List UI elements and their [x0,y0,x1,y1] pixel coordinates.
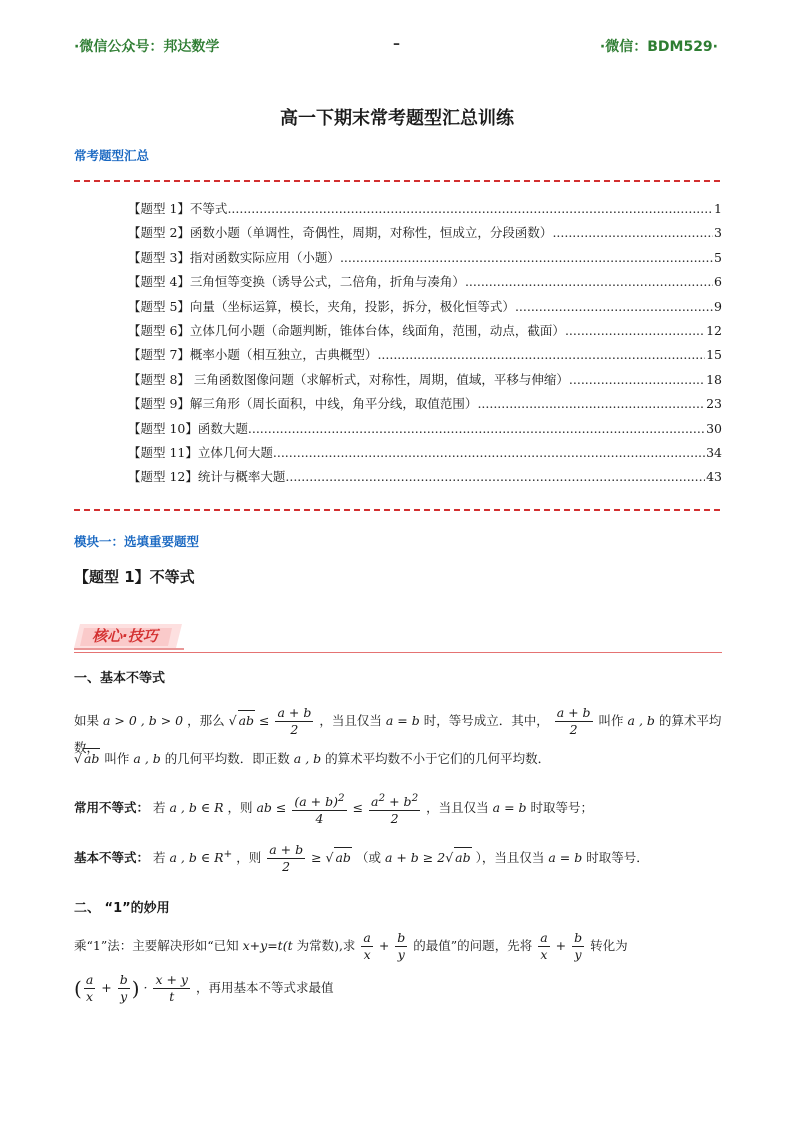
common-label: 常用不等式： [74,800,150,816]
text: 的最值”的问题，先将 [413,938,533,953]
toc-entry[interactable] [128,443,722,467]
type-heading: 【题型 1】不等式 [74,568,195,586]
math-superscript: + [223,847,233,860]
toc-entry-page: 18 [706,371,722,387]
text: 乘“1”法：主要解决形如“已知 [74,938,239,953]
toc-entry-label: 【题型 12】统计与概率大题 [128,469,286,485]
text: ），当且仅当 [475,850,545,865]
toc-leader [248,421,705,436]
math-ab: a , b [627,713,655,728]
header-left-text: ·微信公众号：邦达数学 [74,39,220,55]
toc-heading: 常考题型汇总 [74,148,150,163]
text: （或 [355,850,381,865]
text: 的算术平均数不小于它们的几何平均数． [325,751,551,766]
toc-entry-label: 【题型 1】不等式 [128,201,228,216]
toc-entry-page: 34 [706,444,722,460]
text: 的算术平均数， [74,713,722,755]
toc-entry-label: 【题型 10】函数大题 [128,420,248,436]
toc-entry-label: 【题型 7】概率小题（相互独立，古典概型） [128,347,378,363]
core-skills-badge [74,622,186,650]
toc-leader [285,469,705,484]
toc-entry[interactable] [128,272,722,296]
toc-entry-label: 【题型 3】指对函数实际应用（小题） [128,249,340,265]
toc-entry[interactable] [128,297,722,321]
toc-top-divider [74,180,720,182]
toc-entry-label: 【题型 2】函数小题（单调性，奇偶性，周期，对称性，恒成立，分段函数） [128,225,553,241]
toc-entry[interactable] [128,199,722,223]
math-sqrt: √ ab [74,751,100,766]
toc-entry-label: 【题型 6】立体几何小题（命题判断，锥体台体，线面角，范围，动点，截面） [128,322,565,338]
text: ，那么 [187,713,225,728]
text: ，再用基本不等式求最值 [195,980,334,995]
toc-entry-page: 30 [706,420,722,436]
toc-entry-page: 3 [714,225,722,241]
text: 转化为 [590,938,628,953]
toc-leader [515,299,713,314]
toc-entry-page: 5 [714,249,722,265]
toc-entry-label: 【题型 4】三角恒等变换（诱导公式，二倍角，折角与凑角） [128,274,465,290]
toc-entry-page: 12 [706,322,722,338]
toc-leader [340,250,713,265]
toc-entry[interactable] [128,394,722,418]
toc-entry[interactable] [128,370,722,394]
header-right-text: ·微信：BDM529· [599,39,718,55]
math-set: a , b ∈ R [169,800,224,816]
math-product-expression: ( $\frac{a}{x}$ + $\frac{b}{y}$ ) · $\frac{x + y}{t}$ [74,972,188,1004]
math-common-inequality: ab ≤ $\frac{(a + b)^2}{4}$ ≤ $\frac{a^2 + b^2}{2}$ [256,792,419,827]
badge-underline [74,652,722,653]
math-basic-inequality: $\frac{a + b}{2}$ ≥ √ ab [269,842,351,874]
text: 时取等号； [530,800,594,816]
math-ab: a , b [293,751,322,766]
section1-paragraph-2 [74,748,724,769]
text: 叫作 [104,751,130,766]
toc-list [128,199,722,492]
basic-label: 基本不等式： [74,850,150,865]
toc-leader [273,445,705,460]
toc-entry-page: 43 [706,469,722,485]
text: 时，等号成立．其中， [423,713,549,728]
toc-entry-label: 【题型 5】向量（坐标运算，模长，夹角，投影，拆分，极化恒等式） [128,298,515,314]
toc-entry[interactable] [128,248,722,272]
toc-bottom-divider [74,509,720,511]
text: 时取等号． [586,850,649,865]
toc-entry-page: 23 [706,396,722,412]
page-title: 高一下期末常考题型汇总训练 [280,108,514,129]
math-inequality: √ ab ≤ $\frac{a + b}{2}$ [228,705,312,737]
toc-entry-page: 1 [714,201,722,216]
toc-entry[interactable] [128,467,722,491]
math-condition: a > 0 , b > 0 [103,713,184,728]
math-fraction: $\frac{a + b}{2}$ [556,705,591,737]
toc-leader [377,347,705,362]
text: ，则 [236,850,262,865]
toc-entry[interactable] [128,419,722,443]
section2-heading: 二、 “1”的妙用 [74,901,170,916]
math-sum-fraction: $\frac{a}{x}$ + $\frac{b}{y}$ [540,930,583,962]
header-center-text: – [393,36,400,52]
toc-entry-page: 9 [714,298,722,314]
toc-leader [565,323,705,338]
toc-leader [465,274,713,289]
toc-entry-page: 6 [714,274,722,290]
toc-entry[interactable] [128,321,722,345]
toc-entry[interactable] [128,223,722,247]
math-equality: a = b [492,800,527,816]
math-basic-alt: a + b ≥ 2√ ab [385,850,472,865]
math-sum-fraction: $\frac{a}{x}$ + $\frac{b}{y}$ [363,930,406,962]
section2-paragraph [74,930,724,963]
basic-inequality-line [74,842,724,875]
text: 如果 [74,713,100,728]
badge-label: 核心·技巧 [92,627,158,645]
text: 的几何平均数．即正数 [164,751,290,766]
math-set: a , b ∈ R [169,850,224,865]
text: 为常数),求 [296,938,356,953]
text: ，当且仅当 [426,800,489,816]
toc-entry-label: 【题型 11】立体几何大题 [128,444,273,460]
toc-leader [477,396,705,411]
math-expression: x+y=t(t [242,938,293,953]
math-equality: a = b [385,713,420,728]
common-inequality-line [74,790,724,827]
toc-leader [227,201,713,216]
toc-entry-page: 15 [706,347,722,363]
math-ab: a , b [133,751,161,766]
section2-paragraph-2 [74,972,724,1005]
module-heading: 模块一：选填重要题型 [74,534,200,549]
toc-leader [552,225,713,240]
text: 若 [153,800,166,816]
toc-entry-label: 【题型 8】 三角函数图像问题（求解析式，对称性，周期，值域，平移与伸缩） [128,371,569,387]
toc-entry[interactable] [128,345,722,369]
text: 若 [153,850,166,865]
text: ，当且仅当 [319,713,382,728]
section1-heading: 一、基本不等式 [74,671,166,686]
text: 叫作 [598,713,624,728]
toc-leader [569,372,705,387]
toc-entry-label: 【题型 9】解三角形（周长面积，中线，角平分线，取值范围） [128,396,478,412]
text: ，则 [227,800,253,816]
math-equality: a = b [548,850,583,865]
